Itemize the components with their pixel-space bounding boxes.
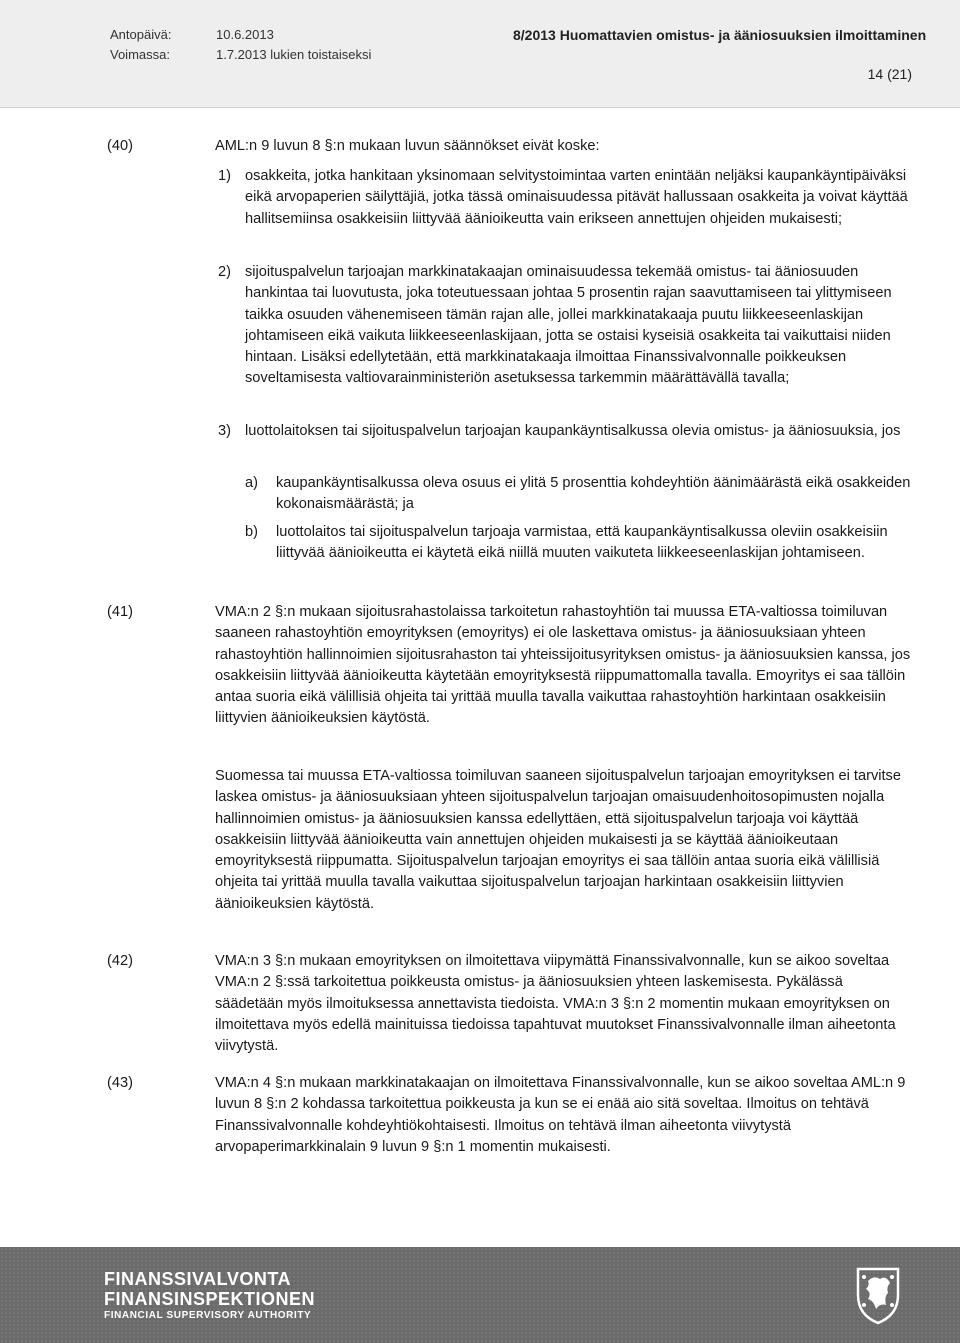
valid-label: Voimassa: [110,47,170,62]
sub-item-text: kaupankäyntisalkussa oleva osuus ei ylitä 5 prosenttia kohdeyhtiön äänimäärästä eikä osakkeiden kokonaismäärästä; ja [276,475,911,513]
sub-item-letter: a) [245,475,258,491]
paragraph-number: (40) [107,138,133,154]
valid-value: 1.7.2013 lukien toistaiseksi [216,47,372,62]
document-title: 8/2013 Huomattavien omistus- ja ääniosuuksien ilmoittaminen [513,27,927,43]
paragraph-text: AML:n 9 luvun 8 §:n mukaan luvun säännökset eivät koske: [215,138,600,154]
sub-item-letter: b) [245,524,258,540]
logo-line-english: FINANCIAL SUPERVISORY AUTHORITY [104,1310,312,1321]
logo-line-swedish: FINANSINSPEKTIONEN [104,1289,316,1309]
logo-line-finnish: FINANSSIVALVONTA [104,1269,291,1289]
issued-value: 10.6.2013 [216,27,274,42]
list-item-text: sijoituspalvelun tarjoajan markkinatakaajan ominaisuudessa tekemää omistus- tai ääniosuuden hankintaa tai luovutusta, joka toteutuessaan johtaa 5 prosentin rajan saavuttamiseen tai ylittymiseen taikka osuuden vähenemiseen tämän rajan alle, jollei markkinatakaaja puutu liikkeeseenlaskijan johtamiseen eikä vaikuta liikkeeseenlaskijaan, jotta se ostaisi kyseisiä osakkeita tai vaikuttaisi niiden hintaan. Lisäksi edellytetään, että markkinatakaaja ilmoittaa Finanssivalvonnalle poikkeuksen soveltamisesta valtiovarainministeriön asetuksessa tarkemmin määrättävällä tavalla; [245,264,892,387]
lion-emblem-icon [850,1263,906,1325]
paragraph-text: Suomessa tai muussa ETA-valtiossa toimiluvan saaneen sijoituspalvelun tarjoajan emoyrityksen ei tarvitse laskea omistus- ja ääniosuuksiaan yhteen sijoituspalvelun tarjoajan omaisuudenhoitosopimusten nojalla hallinnoimien omistus- ja ääniosuuksien kanssa edellyttäen, että sijoituspalvelun tarjoaja voi käyttää osakkeisiin liittyvää äänioikeutta vain annettujen ohjeiden mukaisesti ja se käyttää äänioikeutaan emoyrityksestä riippumatta. Sijoituspalvelun tarjoajan emoyritys ei saa tällöin antaa suoria eikä välillisiä ohjeita tai yrittää muulla tavalla vaikuttaa sijoituspalvelun tarjoajan harkintaan osakkeisiin liittyvien äänioikeuksien käytöstä. [215,768,901,912]
organization-logo [104,1269,315,1323]
paragraph-text: VMA:n 2 §:n mukaan sijoitusrahastolaissa tarkoitetun rahastoyhtiön tai muussa ETA-valtiossa toimiluvan saaneen rahastoyhtiön emoyrityksen (emoyritys) ei ole laskettava omistus- ja ääniosuuksiaan yhteen rahastoyhtiön hallinnoimien sijoitusrahaston tai yhteissijoitusyrityksen omistus- ja ääniosuuksien kanssa, jos osakkeisiin liittyvää äänioikeutta käytetään emoyrityksestä riippumattomalla tavalla. Emoyritys ei saa tällöin antaa suoria eikä välillisiä ohjeita tai yrittää muulla tavalla vaikuttaa rahastoyhtiön harkintaan osakkeisiin liittyvien äänioikeuksien käytöstä. [215,604,911,727]
paragraph-text: VMA:n 3 §:n mukaan emoyrityksen on ilmoitettava viipymättä Finanssivalvonnalle, kun se aikoo soveltaa VMA:n 2 §:ssä tarkoitettua poikkeusta omistus- ja ääniosuuksien yhteen laskemisesta. Pykälässä säädetään myös ilmoituksessa annettavista tiedoista. VMA:n 3 §:n 2 momentin mukaan emoyrityksen on ilmoitettava myös edellä mainituissa tiedoissa tapahtuvat muutokset Finanssivalvonnalle ilman aiheetonta viivytystä. [215,953,896,1055]
page-number: 14 (21) [867,66,912,82]
list-item-text: luottolaitoksen tai sijoituspalvelun tarjoajan kaupankäyntisalkussa olevia omistus- ja ääniosuuksia, jos [245,423,901,439]
paragraph-number: (41) [107,604,133,620]
paragraph-text: VMA:n 4 §:n mukaan markkinatakaajan on ilmoitettava Finanssivalvonnalle, kun se aikoo soveltaa AML:n 9 luvun 8 §:n 2 kohdassa tarkoitettua poikkeusta ja kun se ei enää aio sitä soveltaa. Ilmoitus on tehtävä Finanssivalvonnalle kohdeyhtiökohtaisesti. Ilmoitus on tehtävä ilman aiheetonta viivytystä arvopaperimarkkinalain 9 luvun 9 §:n 1 momentin mukaisesti. [215,1075,906,1155]
issued-label: Antopäivä: [110,27,172,42]
list-item-number: 3) [218,423,231,439]
valid-row [0,47,500,63]
paragraph-number: (43) [107,1075,133,1091]
list-item-number: 1) [218,168,231,184]
list-item-text: osakkeita, jotka hankitaan yksinomaan selvitystoimintaa varten enintään neljäksi kaupankäyntipäiväksi eikä arvopaperien säilyttäjiä, jotka tässä ominaisuudessa pitävät hallussaan osakkeita ja voivat käyttää hallitsemiinsa osakkeisiin liittyvää äänioikeutta vain erikseen annettujen ohjeiden mukaisesti; [245,168,908,227]
paragraph-number: (42) [107,953,133,969]
issued-row [0,27,500,43]
page-footer [0,1247,960,1343]
sub-item-text: luottolaitos tai sijoituspalvelun tarjoaja varmistaa, että kaupankäyntisalkussa oleviin osakkeisiin liittyvää äänioikeutta ei käytetä eikä niillä muuten vaikuteta liikkeeseenlaskijan johtamiseen. [276,524,888,562]
list-item-number: 2) [218,264,231,280]
page-header [0,0,960,108]
